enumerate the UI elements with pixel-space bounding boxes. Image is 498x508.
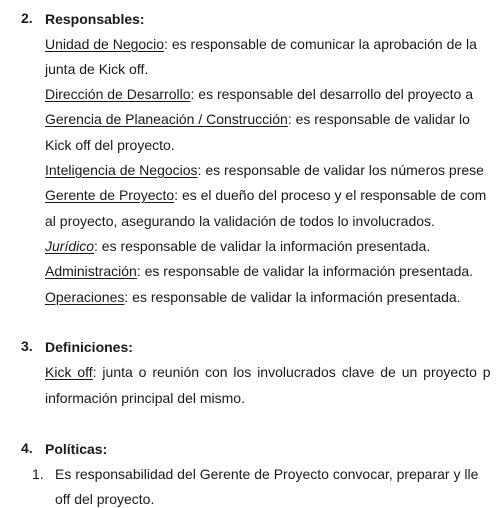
responsable-gerencia-planeacion (45, 110, 470, 128)
description: : es responsable de validar los números prese (197, 162, 484, 178)
responsable-inteligencia-negocios (45, 161, 484, 179)
description: : junta o reunión con los involucrados clave de un proyecto p (92, 364, 491, 380)
description: : es responsable de validar lo (287, 111, 470, 127)
responsable-operaciones (45, 288, 461, 306)
term: Inteligencia de Negocios (45, 162, 198, 178)
continuation-line: Kick off del proyecto. (45, 137, 175, 153)
description: : es responsable de validar la información presentada. (136, 263, 474, 279)
definicion-kick-off (45, 363, 491, 381)
term: Kick off (45, 364, 93, 380)
section-heading-definiciones: Definiciones: (45, 339, 133, 355)
description: : es responsable del desarrollo del proyecto a (190, 86, 474, 102)
description: : es responsable de validar la información presentada. (94, 238, 431, 254)
description: : es el dueño del proceso y el responsable de com (174, 187, 487, 203)
term: Unidad de Negocio (45, 36, 165, 52)
responsable-administracion (45, 262, 473, 280)
continuation-line: junta de Kick off. (45, 61, 149, 77)
term: Gerente de Proyecto (45, 187, 175, 203)
continuation-line: off del proyecto. (55, 491, 155, 507)
term: Jurídico (45, 238, 95, 254)
section-number: 2. (21, 10, 33, 26)
term: Dirección de Desarrollo (45, 86, 191, 102)
section-number: 3. (21, 338, 33, 354)
responsable-gerente-proyecto (45, 186, 486, 204)
responsable-direccion-desarrollo (45, 85, 473, 103)
responsable-unidad-negocio (45, 35, 477, 53)
section-number: 4. (21, 440, 33, 456)
term: Administración (45, 263, 137, 279)
description: : es responsable de comunicar la aprobación de la (164, 36, 477, 52)
section-heading-responsables: Responsables: (45, 11, 145, 27)
term: Gerencia de Planeación / Construcción (45, 111, 288, 127)
responsable-juridico (45, 237, 430, 255)
politica-item-1: Es responsabilidad del Gerente de Proyecto convocar, preparar y lle (55, 466, 479, 482)
description: : es responsable de validar la información presentada. (124, 289, 461, 305)
section-heading-politicas: Políticas: (45, 441, 108, 457)
term: Operaciones (45, 289, 125, 305)
continuation-line: al proyecto, asegurando la validación de todos lo involucrados. (45, 213, 435, 229)
list-item-number: 1. (32, 466, 44, 482)
continuation-line: información principal del mismo. (45, 390, 245, 406)
